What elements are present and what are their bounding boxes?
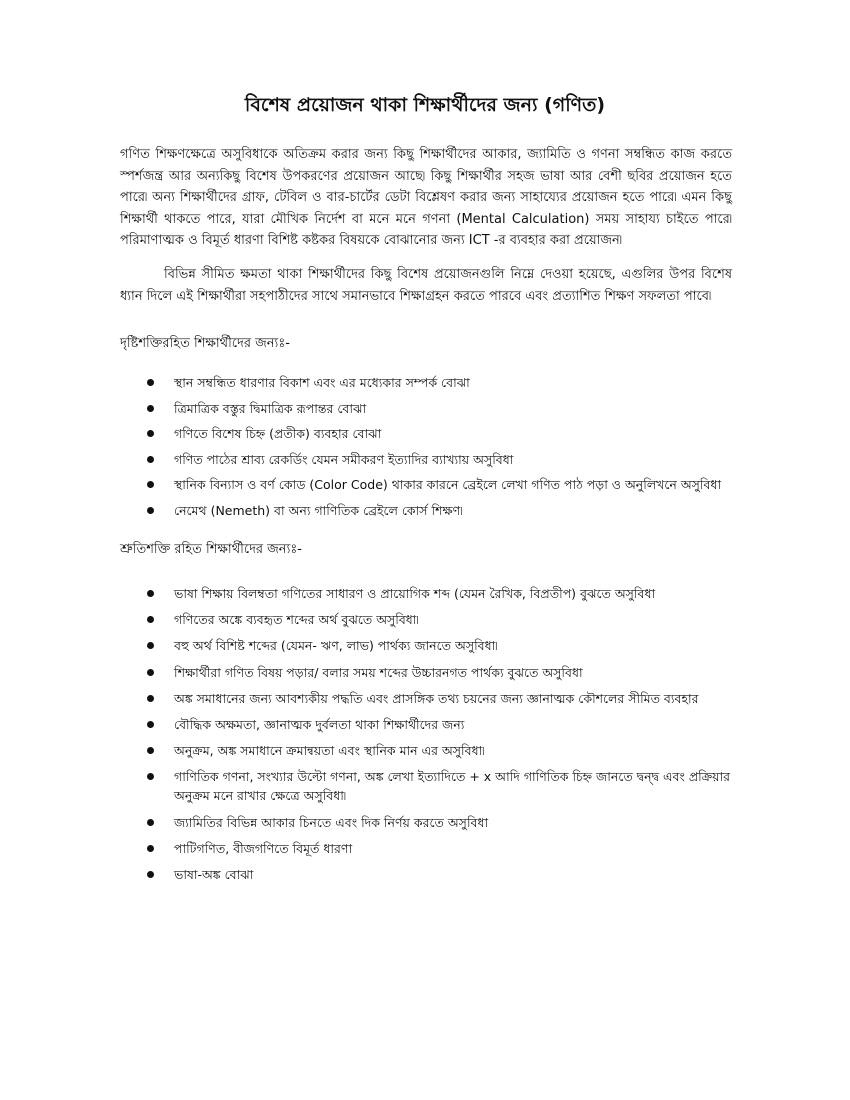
list-item xyxy=(120,424,740,443)
list-item xyxy=(120,610,740,629)
list-item-text: ভাষা-অঙ্ক বোঝা xyxy=(174,866,254,882)
list-item xyxy=(120,741,740,760)
visual-impairment-list xyxy=(120,373,740,526)
page-title: বিশেষ প্রয়োজন থাকা শিক্ষার্থীদের জন্য (গণিত) xyxy=(244,94,606,116)
bullet-icon xyxy=(147,405,154,412)
intro-paragraph: গণিত শিক্ষণক্ষেত্রে অসুবিধাকে অতিক্রম করার জন্য কিছু শিক্ষার্থীদের আকার, জ্যামিতি ও গণনা সম্বন্ধিত কাজ করতে স্পর্শজন্ত্র আর অন্যকিছু বিশেষ উপকরণের প্রয়োজন আছে৷ কিছু শিক্ষার্থীর সহজ ভাষা আর বেশী ছবির প্রয়োজন হতে পারে৷ অন্য শিক্ষার্থীদের গ্রাফ, টেবিল ও বার-চার্টের ডেটা বিশ্লেষণ করার জন্য সাহায্যের প্রয়োজন হতে পারে৷ এমন কিছু শিক্ষার্থী থাকতে পারে, যারা মৌখিক নির্দেশ বা মনে মনে গণনা (Mental Calculation) সময় সাহায্য চাইতে পারে৷ পরিমাণাত্মক ও বিমূর্ত ধারণা বিশিষ্ট কষ্টকর বিষয়কে বোঝানোর জন্য ICT -র ব্যবহার করা প্রয়োজন৷ xyxy=(120,147,732,248)
list-item-text: বৌদ্ধিক অক্ষমতা, জ্ঞানাত্মক দুর্বলতা থাকা শিক্ষার্থীদের জন্য xyxy=(174,716,465,732)
list-item-text: নেমেথ (Nemeth) বা অন্য গাণিতিক ব্রেইলে কোর্স শিক্ষণ৷ xyxy=(174,502,463,518)
list-item xyxy=(120,584,740,603)
list-item xyxy=(120,767,740,805)
bullet-icon xyxy=(147,642,154,649)
list-item xyxy=(120,689,740,708)
list-item-text: পাটিগণিত, বীজগণিতে বিমূর্ত ধারণা xyxy=(174,840,353,856)
list-item xyxy=(120,450,740,469)
hearing-impairment-heading: শ্রুতিশক্তি রহিত শিক্ষার্থীদের জন্যঃ- xyxy=(120,542,302,557)
list-item-text: গণিতের অঙ্কে ব্যবহৃত শব্দের অর্থ বুঝতে অসুবিধা৷ xyxy=(174,612,419,628)
list-item-text: অনুক্রম, অঙ্ক সমাধানে ক্রমান্বয়তা এবং স্থানিক মান এর অসুবিধা৷ xyxy=(174,743,485,759)
list-item-text: ত্রিমাত্রিক বস্তুর দ্বিমাত্রিক রূপান্তর বোঝা xyxy=(174,400,367,416)
list-item-text: স্থানিক বিন্যাস ও বর্ণ কোড (Color Code) থাকার কারনে ব্রেইলে লেখা গণিত পাঠ পড়া ও অনুলিখনে অসুবিধা xyxy=(174,477,722,492)
list-item xyxy=(120,373,740,392)
list-item xyxy=(120,839,740,858)
bullet-icon xyxy=(147,430,154,437)
list-item-text: অঙ্ক সমাধানের জন্য আবশ্যকীয় পদ্ধতি এবং প্রাসঙ্গিক তথ্য চয়নের জন্য জ্ঞানাত্মক কৌশলের সীমিত ব্যবহার xyxy=(174,690,699,706)
list-item-text: গণিত পাঠের শ্রাব্য রেকর্ডিং যেমন সমীকরণ ইত্যাদির ব্যাখ্যায় অসুবিধা xyxy=(174,451,514,467)
list-item xyxy=(120,865,740,884)
list-item-text: শিক্ষার্থীরা গণিত বিষয় পড়ার/ বলার সময় শব্দের উচ্চারনগত পার্থক্য বুঝতে অসুবিধা xyxy=(174,664,583,680)
list-item xyxy=(120,715,740,734)
bullet-icon xyxy=(147,773,154,780)
list-item-text: স্থান সম্বন্ধিত ধারণার বিকাশ এবং এর মধ্যেকার সম্পর্ক বোঝা xyxy=(174,375,470,390)
list-item xyxy=(120,813,740,832)
bullet-icon xyxy=(147,507,154,514)
bullet-icon xyxy=(147,747,154,754)
list-item-text: ভাষা শিক্ষায় বিলম্বতা গণিতের সাধারণ ও প্রায়োগিক শব্দ (যেমন রৈখিক, বিপ্রতীপ) বুঝতে অসুবিধা xyxy=(174,586,656,601)
bullet-icon xyxy=(147,379,154,386)
hearing-impairment-list xyxy=(120,584,740,891)
list-item xyxy=(120,636,740,655)
list-item-text: গাণিতিক গণনা, সংখ্যার উল্টো গণনা, অঙ্ক লেখা ইত্যাদিতে + x আদি গাণিতিক চিহ্ন জানতে দ্বন্দ্ব এবং প্রক্রিয়ার অনুক্রম মনে রাখার ক্ষেত্রে অসুবিধা৷ xyxy=(174,769,731,804)
visual-impairment-heading: দৃষ্টিশক্তিরহিত শিক্ষার্থীদের জন্যঃ- xyxy=(120,336,290,351)
list-item-text: গণিতে বিশেষ চিহ্ন (প্রতীক) ব্যবহার বোঝা xyxy=(174,426,382,441)
list-item xyxy=(120,399,740,418)
bullet-icon xyxy=(147,616,154,623)
bullet-icon xyxy=(147,871,154,878)
needs-paragraph: বিভিন্ন সীমিত ক্ষমতা থাকা শিক্ষার্থীদের কিছু বিশেষ প্রয়োজনগুলি নিম্নে দেওয়া হয়েছে, এগুলির উপর বিশেষ ধ্যান দিলে এই শিক্ষার্থীরা সহপাঠীদের সাথে সমানভাবে শিক্ষাগ্রহন করতে পারবে এবং প্রত্যাশিত শিক্ষণ সফলতা পাবে৷ xyxy=(120,267,732,304)
bullet-icon xyxy=(147,721,154,728)
bullet-icon xyxy=(147,481,154,488)
list-item-text: বহু অর্থ বিশিষ্ট শব্দের (যেমন- ঋণ, লাভ) পার্থক্য জানতে অসুবিধা৷ xyxy=(174,638,498,654)
bullet-icon xyxy=(147,456,154,463)
list-item xyxy=(120,475,740,494)
bullet-icon xyxy=(147,819,154,826)
bullet-icon xyxy=(147,590,154,597)
bullet-icon xyxy=(147,669,154,676)
list-item-text: জ্যামিতির বিভিন্ন আকার চিনতে এবং দিক নির্ণয় করতে অসুবিধা xyxy=(174,814,489,830)
list-item xyxy=(120,663,740,682)
list-item xyxy=(120,501,740,520)
bullet-icon xyxy=(147,695,154,702)
bullet-icon xyxy=(147,845,154,852)
